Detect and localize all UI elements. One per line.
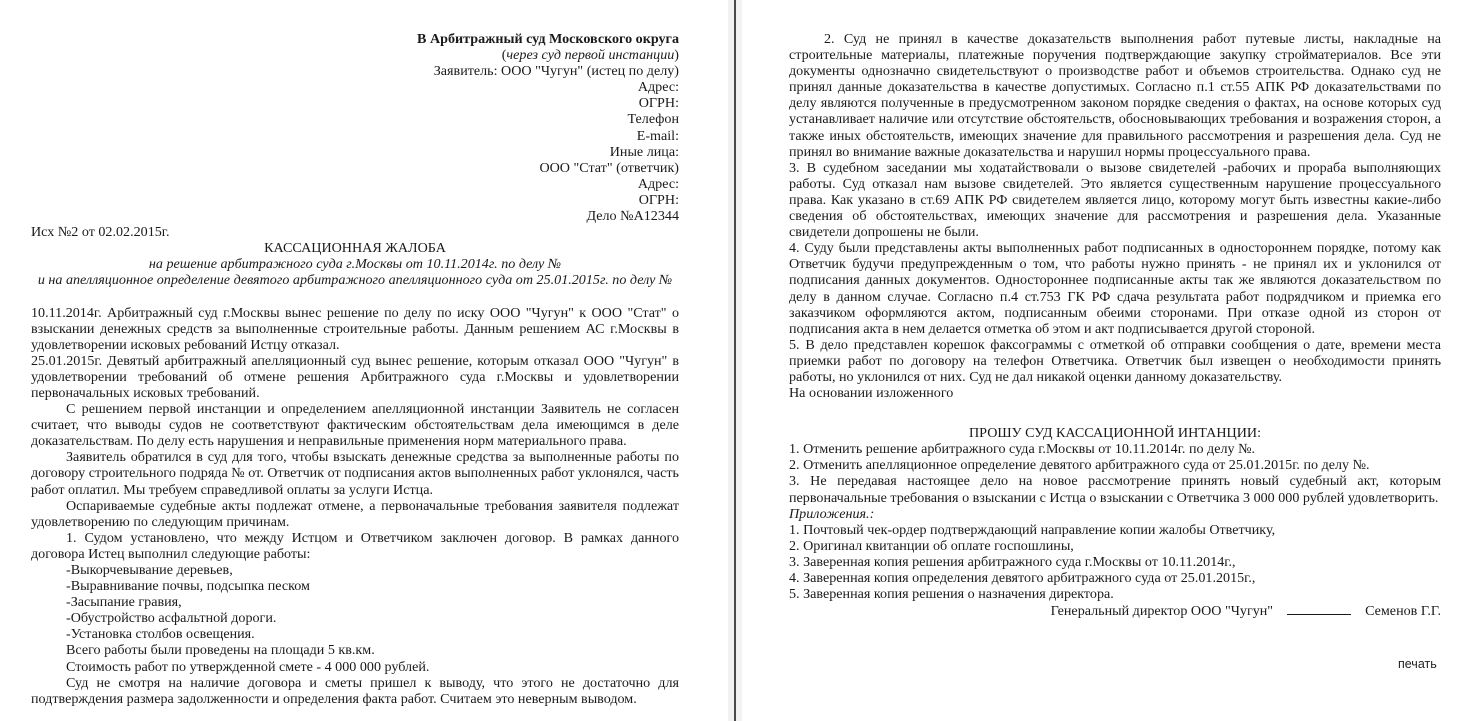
list-item: -Выкорчевывание деревьев, bbox=[66, 562, 233, 578]
applicant-line: Заявитель: ООО "Чугун" (истец по делу) bbox=[433, 63, 679, 80]
right-document-page bbox=[742, 0, 1471, 721]
signature-line bbox=[1287, 602, 1351, 615]
outgoing-number: Исх №2 от 02.02.2015г. bbox=[31, 224, 170, 241]
left-page-content bbox=[31, 31, 679, 707]
paragraph-witnesses: 3. В судебном заседании мы ходатайствовали о вызове свидетелей -рабочих и прораба выполняющих работы. Суд отказал нам вызове свидетелей. Это является существенным нарушение процессуального права. Как указано в ст.69 АПК РФ свидетелем является лицо, которому могут быть известны какие-либо сведения об обстоятельствах, имеющих значение для рассмотрения и разрешения дела. Указанные свидетели допрошены не были. bbox=[789, 159, 1441, 241]
signer-name: Семенов Г.Г. bbox=[1365, 603, 1441, 620]
paragraph-acts: 4. Суду были представлены акты выполненных работ подписанных в одностороннем порядке, потому как Ответчик будучи предупрежденным о том, что работы нужно принять - не принял их и уклонился от подписания данных документов. Одностороннее подписанные акты так же являются доказательством по делу в данном случае. Согласно п.4 ст.753 ГК РФ сдача результата работ подрядчиком и приемка его заказчиком оформляются актом, подписанным обеими сторонами. При отказе одной из сторон от подписания акта в нем делается отметка об этом и акт подписывается другой стороной. bbox=[789, 240, 1441, 337]
paragraph-evidence: 2. Суд не принял в качестве доказательств выполнения работ путевые листы, накладные на строительные материалы, платежные поручения подтверждающие закупку стройматериалов. Все эти документы однозначно свидетельствуют о производстве работ и объемов строительства. Однако суд не принял данные доказательства в качестве допустимых. Согласно п.1 ст.55 АПК РФ доказательствами по делу являются полученные в предусмотренном законом порядке сведения о фактах, на основе которых суд устанавливает наличие или отсутствие обстоятельств, обосновывающих требования и возражения сторон, а также иных обстоятельств, имеющих значение для правильного рассмотрения и разрешения дела. Суд не принял во внимание важные доказательства и нарушил нормы процессуального права. bbox=[789, 31, 1441, 160]
paragraph-fax: 5. В дело представлен корешок факсограммы с отметкой об отправки сообщения о дате, времени места приемки работ по договору на телефон Ответчика. Ответчик был извещен о необходимости принять работы, но уклонился от них. Суд не дал никакой оценки данному доказательству. bbox=[789, 336, 1441, 385]
paragraph-claim: Заявитель обратился в суд для того, чтобы взыскать денежные средства за выполненные работы по договору строительного подряда № от. Ответчик от подписания актов выполненных работ уклонялся, часть работ оплатил. Мы требуем справедливой оплаты за услуги Истца. bbox=[31, 449, 679, 498]
list-item: -Обустройство асфальтной дороги. bbox=[66, 610, 277, 627]
attachment-item: 4. Заверенная копия определения девятого арбитражного суда от 25.01.2015г., bbox=[789, 570, 1256, 586]
print-button[interactable]: печать bbox=[1398, 657, 1437, 671]
attachments-title: Приложения.: bbox=[789, 505, 875, 522]
document-subtitle-2: и на апелляционное определение девятого арбитражного апелляционного суда от 25.01.2015г. по делу № bbox=[37, 272, 673, 289]
court-name: В Арбитражный суд Московского округа bbox=[417, 31, 679, 47]
via-text: через суд первой инстанции bbox=[506, 47, 675, 64]
right-page-content bbox=[789, 31, 1441, 619]
respondent-line: ООО "Стат" (ответчик) bbox=[539, 159, 679, 176]
request-title: ПРОШУ СУД КАССАЦИОННОЙ ИНТАНЦИИ: bbox=[969, 425, 1261, 442]
applicant-ogrn: ОГРН: bbox=[638, 95, 679, 112]
page-divider bbox=[734, 0, 736, 721]
paragraph-first-decision: 10.11.2014г. Арбитражный суд г.Москвы вынес решение по делу по иску ООО "Чугун" к ООО "Стат" о взыскании денежных средств за выполненные строительные работы. Данным решением АС г.Москвы в удовлетворении исковых ребований Истцу отказал. bbox=[31, 304, 679, 353]
via-first-instance: (через суд первой инстанции) bbox=[501, 47, 679, 64]
case-number: Дело №А12344 bbox=[586, 208, 679, 225]
attachment-item: 5. Заверенная копия решения о назначения директора. bbox=[789, 586, 1114, 603]
document-subtitle-1: на решение арбитражного суда г.Москвы от 10.11.2014г. по делу № bbox=[148, 256, 562, 273]
paragraph-based-on: На основании изложенного bbox=[789, 385, 954, 402]
paragraph-appeal-decision: 25.01.2015г. Девятый арбитражный апелляционный суд вынес решение, которым отказал ООО "Чугун" в удовлетворении требований об отмене решения Арбитражного суда г.Москвы и удовлетворении первоначальных исковых требований. bbox=[31, 352, 679, 401]
request-item: 1. Отменить решение арбитражного суда г.Москвы от 10.11.2014г. по делу №. bbox=[789, 441, 1256, 458]
list-item: -Установка столбов освещения. bbox=[66, 626, 255, 643]
request-item: 3. Не передавая настоящее дело на новое рассмотрение принять новый судебный акт, которым первоначальные требования о взыскании с Истца о взыскании с Ответчика 3 000 000 рублей удовлетворить. bbox=[789, 473, 1441, 506]
paragraph-area: Всего работы были проведены на площади 5 кв.км. bbox=[66, 642, 375, 659]
attachment-item: 3. Заверенная копия решения арбитражного суда г.Москвы от 10.11.2014г., bbox=[789, 553, 1236, 570]
applicant-email: E-mail: bbox=[636, 127, 679, 144]
document-title: КАССАЦИОННАЯ ЖАЛОБА bbox=[264, 240, 446, 257]
paragraph-disagreement: С решением первой инстанции и определением апелляционной инстанции Заявитель не согласен считает, что выводы судов не соответствуют фактическим обстоятельствам дела имеющимся в деле доказательствам. По делу есть нарушения и неправильные применения норм материального права. bbox=[31, 401, 679, 450]
attachment-item: 1. Почтовый чек-ордер подтверждающий направление копии жалобы Ответчику, bbox=[789, 521, 1276, 538]
paragraph-contract: 1. Судом установлено, что между Истцом и Ответчиком заключен договор. В рамках данного договора Истец выполнил следующие работы: bbox=[31, 529, 679, 562]
signature-block bbox=[789, 602, 1441, 619]
signer-title: Генеральный директор ООО "Чугун" bbox=[1050, 603, 1274, 620]
paragraph-cost: Стоимость работ по утвержденной смете - 4 000 000 рублей. bbox=[66, 658, 430, 675]
list-item: -Засыпание гравия, bbox=[66, 594, 182, 611]
respondent-address: Адрес: bbox=[637, 175, 679, 192]
respondent-ogrn: ОГРН: bbox=[638, 191, 679, 208]
paragraph-court-conclusion: Суд не смотря на наличие договора и сметы пришел к выводу, что этого не достаточно для подтверждения размера задолженности и определения факта работ. Считаем это неверным выводом. bbox=[31, 674, 679, 707]
applicant-phone: Телефон bbox=[627, 111, 679, 128]
paragraph-reasons-intro: Оспариваемые судебные акты подлежат отмене, а первоначальные требования заявителя подлежат удовлетворению по следующим причинам. bbox=[31, 497, 679, 530]
left-document-page bbox=[0, 0, 728, 721]
applicant-address: Адрес: bbox=[637, 79, 679, 96]
other-parties: Иные лица: bbox=[609, 143, 679, 160]
request-item: 2. Отменить апелляционное определение девятого арбитражного суда от 25.01.2015г. по делу №. bbox=[789, 457, 1370, 474]
attachment-item: 2. Оригинал квитанции об оплате госпошлины, bbox=[789, 537, 1074, 554]
list-item: -Выравнивание почвы, подсыпка песком bbox=[66, 578, 310, 595]
